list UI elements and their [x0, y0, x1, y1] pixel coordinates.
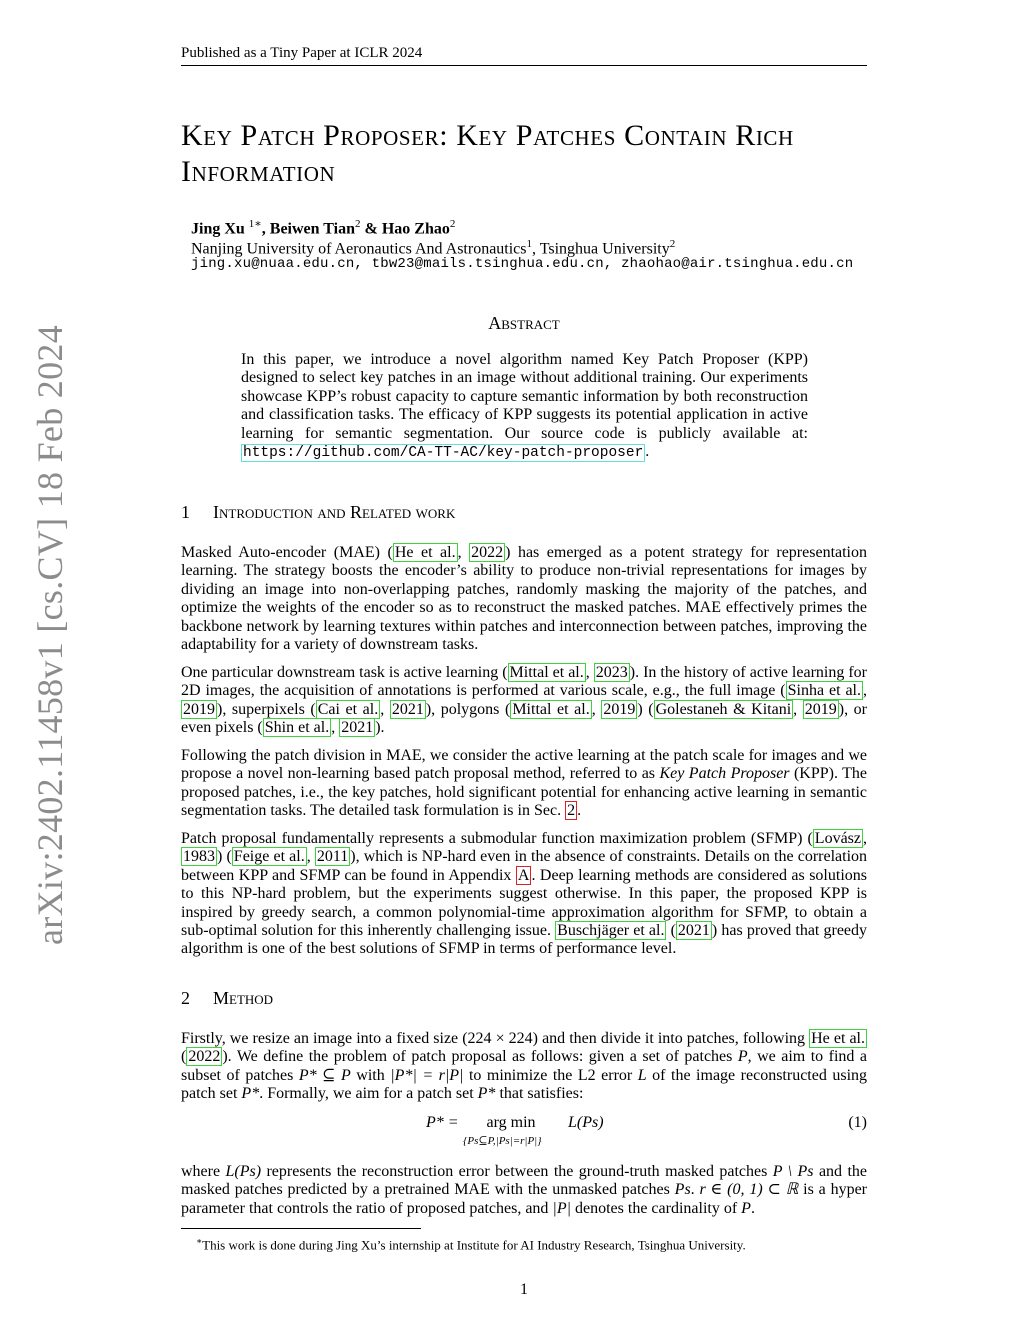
appendix-ref[interactable]: A [517, 866, 530, 884]
author-1: Jing Xu [191, 220, 245, 238]
intro-paragraph-2 [181, 664, 867, 738]
text: denotes the cardinality of [571, 1199, 742, 1217]
text: , [457, 544, 470, 561]
abstract-heading: Abstract [488, 313, 560, 333]
citation-sinha[interactable]: Sinha et al. [787, 682, 861, 700]
math-inline: P [737, 1048, 748, 1066]
text: , [306, 848, 315, 866]
text: ( [181, 1048, 187, 1066]
intro-paragraph-3 [181, 747, 867, 821]
citation-mittal-2019-year[interactable]: 2019 [603, 700, 636, 718]
text: that satisfies: [495, 1085, 584, 1103]
text: , [380, 700, 390, 718]
citation-golestaneh[interactable]: Golestaneh & Kitani [655, 700, 792, 718]
equation-1 [181, 1114, 867, 1154]
text: and the masked patches predicted by a pretrained MAE with the unmasked patches [181, 1163, 868, 1199]
citation-cai[interactable]: Cai et al. [317, 700, 379, 718]
running-header: Published as a Tiny Paper at ICLR 2024 [181, 44, 867, 66]
text: ), superpixels ( [217, 700, 316, 718]
section-1-number: 1 [181, 502, 190, 522]
math-inline: P* [477, 1085, 496, 1103]
text: , [863, 830, 867, 847]
text: , [863, 682, 867, 700]
source-code-link[interactable]: https://github.com/CA-TT-AC/key-patch-proposer [243, 445, 644, 462]
footnote [196, 1233, 746, 1253]
text: Following the patch division in MAE, we consider the active learning at the patch scale for images and we propose a novel non-learning based patch proposal method, referred to as [181, 747, 867, 783]
text: ( [666, 922, 676, 940]
section-2-heading [181, 987, 273, 1009]
abstract-body [241, 351, 808, 462]
text: ), or even pixels ( [181, 700, 868, 737]
section-1-heading [181, 501, 455, 523]
title-line-2: Information [181, 155, 336, 188]
section-1-title: Introduction and Related work [213, 502, 456, 522]
author-emails: jing.xu@nuaa.edu.cn, tbw23@mails.tsinghua.edu.cn, zhaohao@air.tsinghua.edu.cn [191, 256, 854, 272]
text: Masked Auto-encoder (MAE) ( [181, 544, 393, 561]
text: , [591, 700, 602, 718]
footnote-mark: ∗ [196, 1236, 203, 1246]
equation-lhs: P* = [426, 1114, 459, 1131]
equation-operator: arg min [486, 1114, 536, 1131]
title-line-1: Key Patch Proposer: Key Patches Contain Rich [181, 119, 794, 152]
math-inline: |P*| = r|P| [390, 1066, 464, 1084]
method-paragraph-2 [181, 1163, 867, 1218]
text: ), which is NP-hard even in the absence of constraints. Details on the correlation between KPP and SFMP can be found in Appendix [181, 848, 868, 884]
math-inline: r ∈ (0, 1) ⊂ ℝ [699, 1181, 799, 1199]
citation-shin-year[interactable]: 2021 [341, 719, 374, 737]
abstract-end: . [645, 443, 650, 461]
text: is a hyper parameter that controls the ratio of proposed patches, and [181, 1181, 867, 1217]
text: where [181, 1163, 226, 1180]
text: to minimize the L2 error [463, 1066, 638, 1084]
method-paragraph-1 [181, 1030, 867, 1104]
text: ) has emerged as a potent strategy for representation learning. The strategy boosts the encoder’s ability to produce non-trivial representations for images by dividing an image into non-overlapping patches, randomly masking the majority of the patches, and optimize the weights of the encoder so as to reconstruct the masked patches. MAE effectively primes the backbone network by learning textures within patches and interconnection between patches, improving the adaptability for a variety of downstream tasks. [181, 544, 868, 654]
citation-cai-year[interactable]: 2021 [391, 700, 424, 718]
text: . [690, 1181, 700, 1199]
text: ) ( [217, 848, 232, 866]
paper-title [181, 118, 881, 190]
footnote-rule [181, 1228, 421, 1229]
citation-mittal-2023-year[interactable]: 2023 [595, 664, 628, 681]
text: One particular downstream task is active learning ( [181, 664, 508, 681]
author-3: & Hao Zhao [360, 220, 450, 238]
citation-feige-year[interactable]: 2011 [316, 848, 349, 866]
footnote-text: This work is done during Jing Xu’s internship at Institute for AI Industry Research, Tsinghua University. [202, 1237, 746, 1253]
text: ). [375, 719, 385, 737]
math-inline: P [741, 1199, 751, 1217]
author-2: , Beiwen Tian [261, 220, 355, 238]
text: . Formally, we aim for a patch set [259, 1085, 478, 1103]
citation-shin[interactable]: Shin et al. [264, 719, 330, 737]
text: ) has proved that greedy algorithm is one of the best solutions of SFMP in terms of performance level. [181, 922, 868, 958]
text: ). We define the problem of patch proposal as follows: given a set of patches [222, 1048, 738, 1066]
citation-lovasz[interactable]: Lovász [814, 830, 861, 847]
citation-buschjager-year[interactable]: 2021 [677, 922, 710, 940]
text: ). In the history of active learning for 2D images, the acquisition of annotations is performed at various scale, e.g., the full image ( [181, 664, 867, 700]
author-3-sup: 2 [449, 218, 456, 230]
math-inline: L(Ps) [225, 1163, 262, 1180]
citation-golestaneh-year[interactable]: 2019 [804, 700, 837, 718]
citation-he[interactable]: He et al. [394, 544, 456, 561]
text: , we aim to find a subset of patches [181, 1048, 867, 1084]
affiliation-1: Nanjing University of Aeronautics And Astronautics [191, 240, 527, 258]
text: with [350, 1066, 391, 1084]
text: , [331, 719, 340, 737]
abstract-text: In this paper, we introduce a novel algorithm named Key Patch Proposer (KPP) designed to select key patches in an image without additional training. Our experiments showcase KPP’s robust capacity to capture semantic information by both reconstruction and classification tasks. The efficacy of KPP suggests its potential application in active learning for semantic segmentation. Our source code is publicly available at: [241, 351, 808, 442]
math-inline: |P| [552, 1199, 571, 1217]
affiliation-2-sup: 2 [669, 238, 676, 250]
text: , [585, 664, 594, 681]
text: Firstly, we resize an image into a fixed size (224 × 224) and then divide it into patches, following [181, 1030, 810, 1047]
equation-rhs: L(Ps) [568, 1114, 604, 1131]
text: . [750, 1199, 755, 1217]
text: . [577, 802, 582, 820]
text: ) ( [637, 700, 654, 718]
math-inline: P* [241, 1085, 260, 1103]
citation-mittal-2023[interactable]: Mittal et al. [509, 664, 584, 681]
citation-lovasz-year[interactable]: 1983 [183, 848, 215, 866]
page-number: 1 [520, 1281, 528, 1298]
math-inline: P \ Ps [772, 1163, 814, 1180]
text: Patch proposal fundamentally represents a submodular function maximization problem (SFMP) ( [181, 830, 813, 847]
section-2-title: Method [213, 988, 274, 1008]
author-1-sup: 1∗ [248, 218, 262, 230]
text: , [793, 700, 803, 718]
equation-number: (1) [848, 1114, 867, 1131]
citation-feige[interactable]: Feige et al. [233, 848, 305, 866]
intro-paragraph-1 [181, 544, 867, 654]
method-name: Key Patch Proposer [659, 765, 790, 783]
affiliation-1-sup: 1 [526, 238, 533, 250]
math-inline: Ps [674, 1181, 691, 1199]
citation-mittal-2019[interactable]: Mittal et al. [512, 700, 590, 718]
citation-sinha-year[interactable]: 2019 [183, 700, 215, 718]
arxiv-watermark: arXiv:2402.11458v1 [cs.CV] 18 Feb 2024 [30, 324, 70, 945]
text: (KPP). The proposed patches, i.e., the key patches, hold significant potential for enhancing active learning in semantic segmentation tasks. The detailed task formulation is in Sec. [181, 765, 868, 820]
text: represents the reconstruction error between the ground-truth masked patches [261, 1163, 773, 1180]
section-ref[interactable]: 2 [567, 802, 576, 820]
citation-he[interactable]: He et al. [811, 1030, 865, 1047]
text: of the image reconstructed using patch set [181, 1066, 868, 1103]
text: . Deep learning methods are considered as solutions to this NP-hard problem, but the experiments suggest otherwise. In this paper, the proposed KPP is inspired by greedy search, a common polynomial-time approximation algorithm for SFMP, to obtain a sub-optimal solution for this inherently challenging issue. [181, 866, 867, 940]
math-inline: L [637, 1066, 647, 1084]
author-2-sup: 2 [355, 218, 361, 230]
section-2-number: 2 [181, 988, 190, 1008]
math-inline: P* ⊆ P [298, 1066, 351, 1084]
citation-he-year[interactable]: 2022 [188, 1048, 221, 1066]
equation-subscript: {Ps⊆P,|Ps|=r|P|} [463, 1135, 542, 1147]
affiliation-2: , Tsinghua University [532, 240, 670, 258]
text: ), polygons ( [425, 700, 511, 718]
intro-paragraph-4 [181, 830, 867, 959]
citation-buschjager[interactable]: Buschjäger et al. [557, 922, 665, 940]
citation-he-year[interactable]: 2022 [471, 544, 504, 561]
